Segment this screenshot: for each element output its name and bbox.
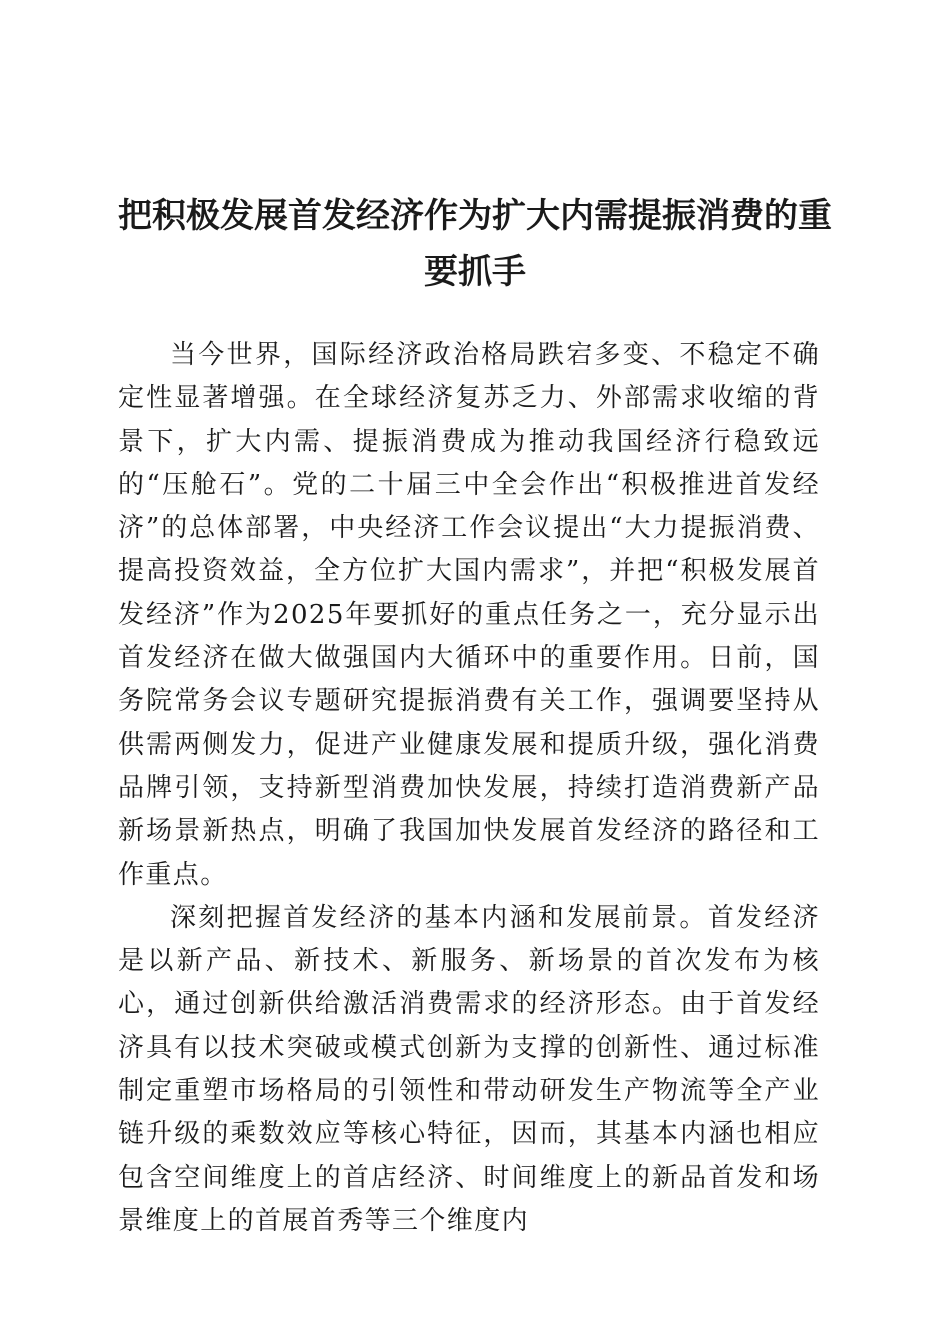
document-body: [118, 334, 820, 1243]
document-title: 把积极发展首发经济作为扩大内需提振消费的重要抓手: [118, 196, 832, 292]
paragraph-1: 当今世界，国际经济政治格局跌宕多变、不稳定不确定性显著增强。在全球经济复苏乏力、外部需求收缩的背景下，扩大内需、提振消费成为推动我国经济行稳致远的“压舱石”。党的二十届三中全会作出“积极推进首发经济”的总体部署，中央经济工作会议提出“大力提振消费、提高投资效益，全方位扩大国内需求”，并把“积极发展首发经济”作为2025年要抓好的重点任务之一，充分显示出首发经济在做大做强国内大循环中的重要作用。日前，国务院常务会议专题研究提振消费有关工作，强调要坚持从供需两侧发力，促进产业健康发展和提质升级，强化消费品牌引领，支持新型消费加快发展，持续打造消费新产品新场景新热点，明确了我国加快发展首发经济的路径和工作重点。: [118, 340, 820, 890]
paragraph-2: 深刻把握首发经济的基本内涵和发展前景。首发经济是以新产品、新技术、新服务、新场景的首次发布为核心，通过创新供给激活消费需求的经济形态。由于首发经济具有以技术突破或模式创新为支撑的创新性、通过标准制定重塑市场格局的引领性和带动研发生产物流等全产业链升级的乘数效应等核心特征，因而，其基本内涵也相应包含空间维度上的首店经济、时间维度上的新品首发和场景维度上的首展首秀等三个维度内: [118, 902, 820, 1236]
